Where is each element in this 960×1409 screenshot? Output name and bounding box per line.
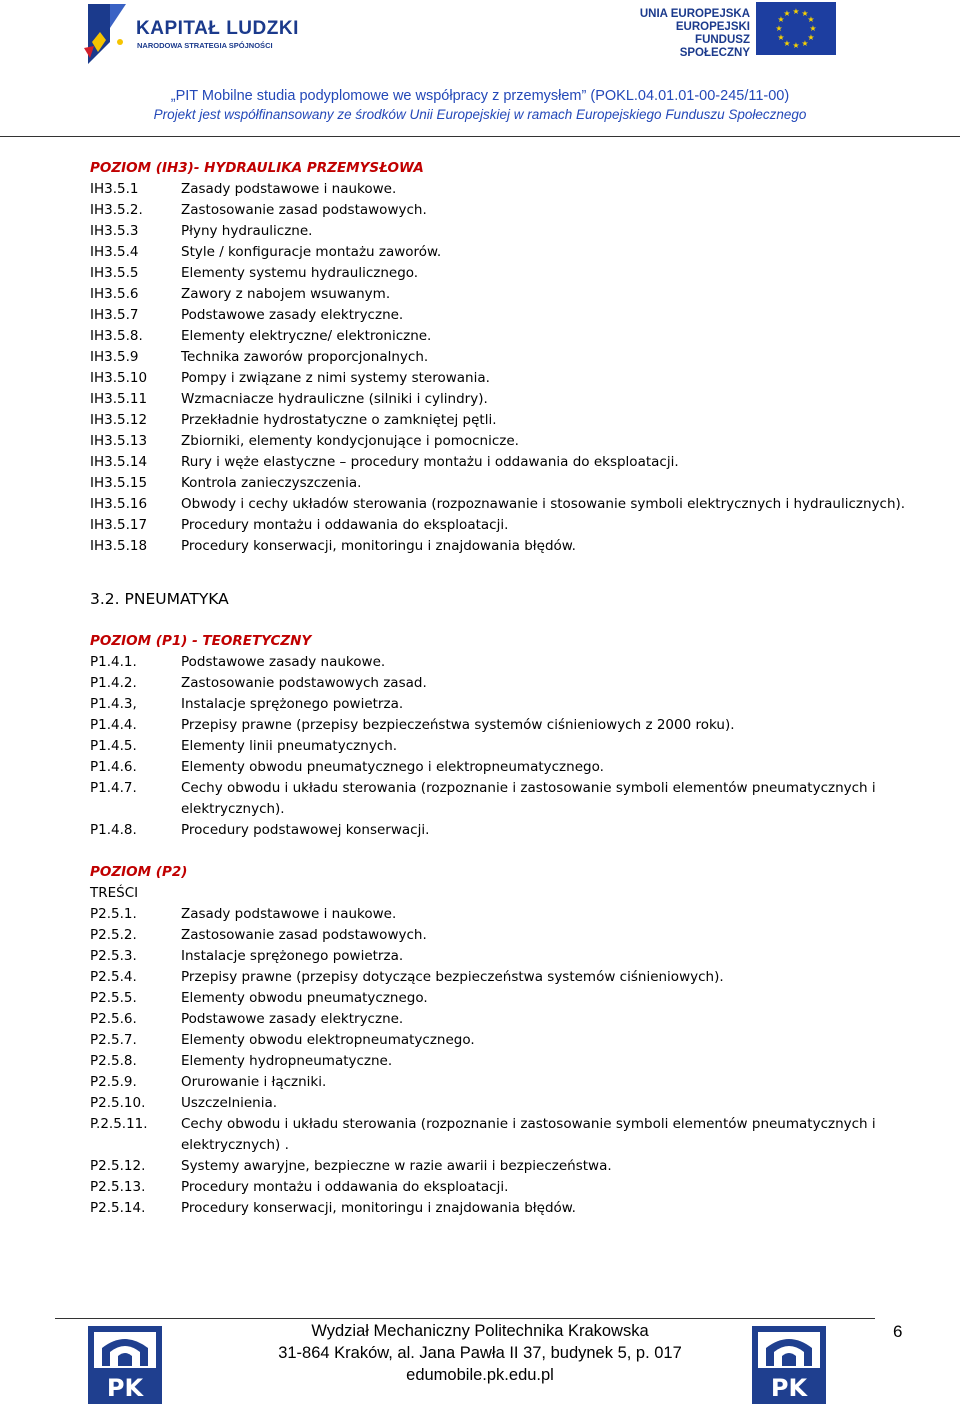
p2-item-code: P2.5.7. <box>90 1032 137 1048</box>
p1-item <box>90 820 910 841</box>
ih3-item-text: Technika zaworów proporcjonalnych. <box>181 349 429 365</box>
p1-item-code: P1.4.2. <box>90 675 137 691</box>
p1-item <box>90 778 910 820</box>
p2-item <box>90 1009 910 1030</box>
pk-logo-text: PK <box>770 1374 808 1402</box>
ih3-item-text: Pompy i związane z nimi systemy sterowania. <box>181 370 490 386</box>
header-divider <box>0 136 960 137</box>
kapital-ludzki-logo <box>80 2 300 66</box>
p1-item-code: P1.4.1. <box>90 654 137 670</box>
p2-item-text: Systemy awaryjne, bezpieczne w razie awarii i bezpieczeństwa. <box>181 1158 612 1174</box>
ih3-item-text: Wzmacniacze hydrauliczne (silniki i cylindry). <box>181 391 488 407</box>
ih3-item-code: IH3.5.14 <box>90 454 148 470</box>
ih3-item-code: IH3.5.2. <box>90 202 143 218</box>
p2-item-code: P2.5.12. <box>90 1158 146 1174</box>
p1-item <box>90 694 910 715</box>
svg-text:★: ★ <box>809 24 817 33</box>
svg-text:★: ★ <box>783 39 791 48</box>
footer-divider <box>55 1318 875 1319</box>
ih3-item-code: IH3.5.18 <box>90 538 148 554</box>
ih3-item <box>90 515 910 536</box>
ih3-item <box>90 263 910 284</box>
p1-item-code: P1.4.7. <box>90 780 137 796</box>
pk-logo-text: PK <box>106 1374 144 1402</box>
ih3-item <box>90 389 910 410</box>
p2-item-text: Elementy obwodu pneumatycznego. <box>181 990 428 1006</box>
ih3-item <box>90 494 910 515</box>
p1-item <box>90 736 910 757</box>
ih3-item-text: Elementy systemu hydraulicznego. <box>181 265 419 281</box>
p1-item <box>90 757 910 778</box>
p1-heading: POZIOM (P1) - TEORETYCZNY <box>90 633 312 649</box>
p2-item-text: Podstawowe zasady elektryczne. <box>181 1011 404 1027</box>
p1-item-text: Przepisy prawne (przepisy bezpieczeństwa systemów ciśnieniowych z 2000 roku). <box>181 717 735 733</box>
p2-item <box>90 904 910 925</box>
kapital-ludzki-subtitle: NARODOWA STRATEGIA SPÓJNOŚCI <box>137 41 273 50</box>
pneumatyka-section-title: 3.2. PNEUMATYKA <box>90 590 229 608</box>
svg-text:★: ★ <box>801 9 809 18</box>
footer-website: edumobile.pk.edu.pl <box>406 1366 554 1384</box>
p2-item-code: P2.5.6. <box>90 1011 137 1027</box>
cofinancing-note: Projekt jest współfinansowany ze środków Unii Europejskiej w ramach Europejskiego Funduszu Społecznego <box>153 107 807 122</box>
ih3-item <box>90 473 910 494</box>
p2-item <box>90 1156 910 1177</box>
p2-item <box>90 1051 910 1072</box>
ih3-item-code: IH3.5.6 <box>90 286 139 302</box>
svg-text:★: ★ <box>783 9 791 18</box>
ih3-item-text: Płyny hydrauliczne. <box>181 223 313 239</box>
eu-fund-text <box>632 8 750 60</box>
ih3-item-code: IH3.5.11 <box>90 391 148 407</box>
p2-item-text: Procedury konserwacji, monitoringu i znajdowania błędów. <box>181 1200 576 1216</box>
p1-item-code: P1.4.3, <box>90 696 137 712</box>
ih3-item <box>90 431 910 452</box>
page-footer <box>0 1310 960 1409</box>
footer-address: 31-864 Kraków, al. Jana Pawła II 37, budynek 5, p. 017 <box>278 1344 682 1362</box>
p2-item-code: P2.5.5. <box>90 990 137 1006</box>
p2-item-text: Zasady podstawowe i naukowe. <box>181 906 397 922</box>
ih3-item-code: IH3.5.15 <box>90 475 148 491</box>
svg-text:★: ★ <box>775 24 783 33</box>
p2-item-text: Zastosowanie zasad podstawowych. <box>181 927 427 943</box>
page-header <box>0 0 960 140</box>
ih3-item-code: IH3.5.8. <box>90 328 143 344</box>
ih3-item-text: Zawory z nabojem wsuwanym. <box>181 286 391 302</box>
eu-fund-logo <box>632 2 842 58</box>
ih3-item-text: Rury i węże elastyczne – procedury montażu i oddawania do eksploatacji. <box>181 454 679 470</box>
p1-item-text: Elementy obwodu pneumatycznego i elektropneumatycznego. <box>181 759 604 775</box>
p2-item <box>90 1093 910 1114</box>
ih3-item-code: IH3.5.10 <box>90 370 148 386</box>
p2-item-code: P2.5.3. <box>90 948 137 964</box>
ih3-item-text: Podstawowe zasady elektryczne. <box>181 307 404 323</box>
kapital-ludzki-title: KAPITAŁ LUDZKI <box>136 18 299 39</box>
ih3-item <box>90 452 910 473</box>
ih3-item-text: Przekładnie hydrostatyczne o zamkniętej pętli. <box>181 412 497 428</box>
p2-item <box>90 946 910 967</box>
p2-item-text: Elementy obwodu elektropneumatycznego. <box>181 1032 475 1048</box>
ih3-item-code: IH3.5.16 <box>90 496 148 512</box>
eu-flag-icon <box>756 2 836 55</box>
project-title: „PIT Mobilne studia podyplomowe we współpracy z przemysłem” (POKL.04.01.01-00-245/11-00) <box>170 88 790 104</box>
svg-text:★: ★ <box>792 41 800 50</box>
svg-text:★: ★ <box>807 15 815 24</box>
p2-item <box>90 1198 910 1219</box>
p1-item <box>90 652 910 673</box>
ih3-item-code: IH3.5.12 <box>90 412 148 428</box>
p2-item <box>90 925 910 946</box>
ih3-item <box>90 284 910 305</box>
footer-faculty: Wydział Mechaniczny Politechnika Krakowska <box>311 1322 649 1340</box>
p1-item-text: Cechy obwodu i układu sterowania (rozpoznanie i zastosowanie symboli elementów pneumatycznych i elektrycznych). <box>181 780 876 817</box>
ih3-item-code: IH3.5.4 <box>90 244 139 260</box>
p2-item <box>90 1072 910 1093</box>
p1-item-code: P1.4.8. <box>90 822 137 838</box>
document-body <box>90 158 910 1219</box>
p2-item-text: Elementy hydropneumatyczne. <box>181 1053 393 1069</box>
ih3-item-text: Style / konfiguracje montażu zaworów. <box>181 244 442 260</box>
p1-item-code: P1.4.4. <box>90 717 137 733</box>
ih3-item <box>90 221 910 242</box>
p1-item-code: P1.4.6. <box>90 759 137 775</box>
p1-item-text: Zastosowanie podstawowych zasad. <box>181 675 427 691</box>
p1-item-text: Podstawowe zasady naukowe. <box>181 654 386 670</box>
ih3-item-code: IH3.5.17 <box>90 517 148 533</box>
p2-item-code: P2.5.1. <box>90 906 137 922</box>
ih3-item-code: IH3.5.7 <box>90 307 139 323</box>
svg-text:★: ★ <box>777 33 785 42</box>
ih3-item <box>90 326 910 347</box>
p2-item-text: Uszczelnienia. <box>181 1095 278 1111</box>
ih3-item-text: Procedury konserwacji, monitoringu i znajdowania błędów. <box>181 538 576 554</box>
ih3-item <box>90 200 910 221</box>
eu-line-2: EUROPEJSKI <box>675 21 750 33</box>
p2-item-code: P2.5.8. <box>90 1053 137 1069</box>
ih3-item-text: Obwody i cechy układów sterowania (rozpoznawanie i stosowanie symboli elektrycznych i hydraulicznych). <box>181 496 906 512</box>
ih3-item <box>90 179 910 200</box>
p2-item-code: P2.5.13. <box>90 1179 146 1195</box>
ih3-item-text: Zasady podstawowe i naukowe. <box>181 181 397 197</box>
p2-item-code: P.2.5.11. <box>90 1116 148 1132</box>
p2-item-code: P2.5.14. <box>90 1200 146 1216</box>
p1-list <box>90 652 910 841</box>
ih3-item <box>90 536 910 557</box>
ih3-item-text: Zastosowanie zasad podstawowych. <box>181 202 427 218</box>
ih3-item-code: IH3.5.13 <box>90 433 148 449</box>
p2-item-text: Przepisy prawne (przepisy dotyczące bezpieczeństwa systemów ciśnieniowych). <box>181 969 724 985</box>
ih3-item-code: IH3.5.9 <box>90 349 139 365</box>
ih3-item-text: Procedury montażu i oddawania do eksploatacji. <box>181 517 509 533</box>
p2-item-text: Instalacje sprężonego powietrza. <box>181 948 404 964</box>
ih3-item-text: Zbiorniki, elementy kondycjonujące i pomocnicze. <box>181 433 519 449</box>
p1-item-code: P1.4.5. <box>90 738 137 754</box>
ih3-item <box>90 305 910 326</box>
p2-item-code: P2.5.2. <box>90 927 137 943</box>
p2-item-text: Cechy obwodu i układu sterowania (rozpoznanie i zastosowanie symboli elementów pneumatycznych i elektrycznych) . <box>181 1116 876 1153</box>
p2-item <box>90 988 910 1009</box>
svg-text:★: ★ <box>807 33 815 42</box>
ih3-item <box>90 410 910 431</box>
eu-line-1: UNIA EUROPEJSKA <box>639 8 750 20</box>
p2-list <box>90 904 910 1219</box>
ih3-item-text: Elementy elektryczne/ elektroniczne. <box>181 328 432 344</box>
p2-subheading: TREŚCI <box>90 885 139 901</box>
p1-item-text: Procedury podstawowej konserwacji. <box>181 822 430 838</box>
kapital-ludzki-emblem-icon <box>80 2 136 66</box>
p1-item-text: Instalacje sprężonego powietrza. <box>181 696 404 712</box>
p2-item <box>90 967 910 988</box>
p2-item <box>90 1114 910 1156</box>
p2-item <box>90 1030 910 1051</box>
ih3-item <box>90 368 910 389</box>
ih3-list <box>90 179 910 557</box>
ih3-item-code: IH3.5.5 <box>90 265 139 281</box>
p2-item-text: Procedury montażu i oddawania do eksploatacji. <box>181 1179 509 1195</box>
p2-item <box>90 1177 910 1198</box>
p1-item <box>90 715 910 736</box>
ih3-item <box>90 347 910 368</box>
p2-item-text: Orurowanie i łączniki. <box>181 1074 327 1090</box>
ih3-item-code: IH3.5.3 <box>90 223 139 239</box>
ih3-heading: POZIOM (IH3)- HYDRAULIKA PRZEMYSŁOWA <box>90 160 424 176</box>
ih3-item <box>90 242 910 263</box>
spacer <box>90 841 910 862</box>
p2-item-code: P2.5.4. <box>90 969 137 985</box>
p1-item <box>90 673 910 694</box>
svg-text:★: ★ <box>777 15 785 24</box>
p1-item-text: Elementy linii pneumatycznych. <box>181 738 398 754</box>
svg-text:★: ★ <box>801 39 809 48</box>
ih3-item-code: IH3.5.1 <box>90 181 139 197</box>
p2-item-code: P2.5.10. <box>90 1095 146 1111</box>
page-number: 6 <box>893 1322 903 1341</box>
pk-logo-right-icon <box>752 1326 826 1404</box>
svg-text:★: ★ <box>792 7 800 16</box>
p2-item-code: P2.5.9. <box>90 1074 137 1090</box>
eu-line-3: FUNDUSZ SPOŁECZNY <box>679 34 750 59</box>
ih3-item-text: Kontrola zanieczyszczenia. <box>181 475 362 491</box>
p2-heading: POZIOM (P2) <box>90 864 188 880</box>
